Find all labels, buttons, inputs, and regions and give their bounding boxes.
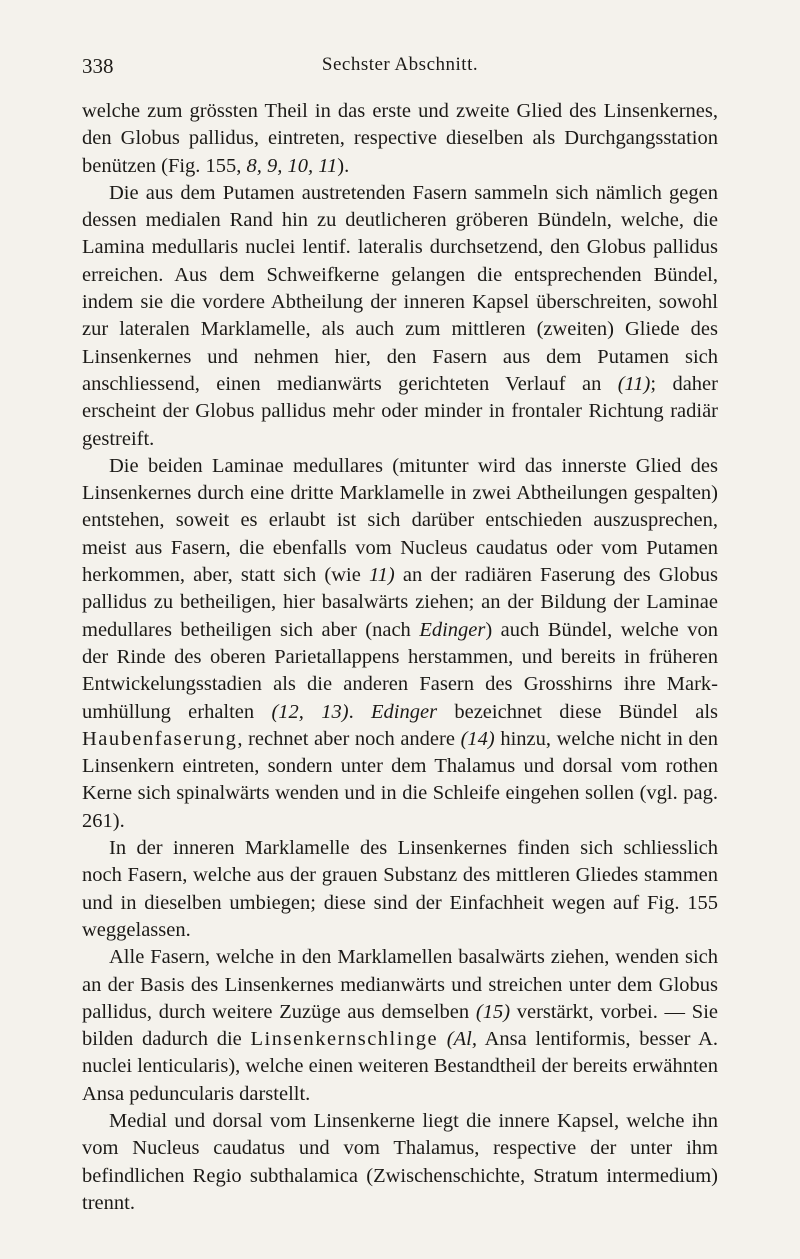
italic-text: Edinger (419, 618, 486, 641)
paragraph (82, 1108, 718, 1217)
page-header (82, 54, 718, 84)
text-run: In der inneren Marklamelle des Linsenkernes finden sich schliesslich noch Fasern, welche aus der grauen Substanz des mittleren Gliedes stammen und in dieselben umbiegen; diese sind der Einfachheit wegen auf Fig. 155 weggelassen. (82, 837, 718, 941)
text-run: . (348, 700, 371, 723)
italic-text: Edinger (371, 700, 438, 723)
text-run: an der radiären Faserung des Globus pallidus zu betheiligen, hier basalwärts ziehen; an der Bildung der Laminae medullares betheiligen sich aber (nach (82, 564, 718, 641)
text-run: hinzu, welche nicht in den Linsenkern eintreten, sondern unter dem Thalamus und dorsal vom rothen Kerne sich spinalwärts wenden und in die Schleife eingehen sollen (vgl. pag. 261). (82, 727, 718, 832)
text-run: welche zum grössten Theil in das erste und zweite Glied des Linsenkernes, den Globus pallidus, eintreten, respective dieselben als Durchgangsstation benützen (Fig. 155, (82, 100, 718, 177)
paragraph (82, 835, 718, 944)
spaced-text: Haubenfaserung (82, 727, 238, 750)
paragraph (82, 98, 718, 180)
spaced-text: Linsenkernschlinge (250, 1028, 439, 1051)
text-run: Die aus dem Putamen austretenden Fasern sammeln sich nämlich gegen dessen medialen Rand hin zu deutlicheren gröberen Bündeln, welche, die Lamina medullaris nuclei lentif. lateralis durchsetzend, den Globus pallidus erreichen. Aus dem Schweifkerne gelangen die entsprechenden Bündel, indem sie die vordere Abtheilung der inneren Kapsel überschreiten, sowohl zur lateralen Marklamelle, als auch zum mittleren (zweiten) Gliede des Linsenkernes und nehmen hier, den Fasern aus dem Putamen sich anschliessend, einen medianwärts gerichteten Verlauf an (82, 181, 718, 395)
italic-text: 8, 9, 10, 11 (246, 154, 338, 177)
text-run (438, 1028, 447, 1050)
paragraph (82, 453, 718, 835)
text-run: Alle Fasern, welche in den Marklamellen basalwärts ziehen, wenden sich an der Basis des Linsenkernes medianwärts und streichen unter dem Globus pallidus, durch weitere Zuzüge aus demselben (82, 946, 718, 1023)
italic-text: (12, 13) (271, 700, 349, 723)
text-run: Medial und dorsal vom Linsenkerne liegt die innere Kapsel, welche ihn vom Nucleus caudatus und vom Thalamus, respective der unter ihm befindlichen Regio subthalamica (Zwischenschichte, Stratum intermedium) trennt. (82, 1109, 718, 1214)
italic-text: 11) (368, 564, 395, 587)
body-text (82, 98, 718, 1217)
italic-text: (14) (460, 727, 495, 750)
page-number: 338 (82, 54, 114, 78)
paragraph (82, 944, 718, 1108)
text-run: ). (337, 154, 350, 177)
text-run: ) auch Bündel, welche von der Rinde des oberen Parietallappens herstammen, und bereits in früheren Entwickelungsstadien als die anderen Fasern des Grosshirns ihre Markumhüllung erhalten (82, 618, 718, 723)
text-run: ; daher erscheint der Globus pallidus mehr oder minder in frontaler Richtung radiär gestreift. (82, 372, 718, 450)
text-run: verstärkt, vorbei. — Sie bilden dadurch die (82, 1000, 718, 1051)
italic-text: (Al, (446, 1028, 477, 1051)
text-run: Ansa lentiformis, besser A. nuclei lenticularis), welche einen weiteren Bestandtheil der bereits erwähnten Ansa peduncularis darstellt. (82, 1028, 719, 1105)
italic-text: (15) (475, 1000, 511, 1023)
paragraph (82, 180, 718, 453)
text-run: Die beiden Laminae medullares (mitunter wird das innerste Glied des Linsenkernes durch eine dritte Marklamelle in zwei Abtheilungen gespalten) entstehen, soweit es erlaubt ist sich darüber entschieden auszusprechen, meist aus Fasern, die ebenfalls vom Nucleus caudatus oder vom Putamen herkommen, aber, statt sich (wie (82, 454, 718, 587)
italic-text: (11) (617, 372, 651, 395)
text-run: , rechnet aber noch andere (237, 727, 461, 750)
text-run: bezeichnet diese Bündel als (437, 700, 719, 723)
running-head: Sechster Abschnitt. (321, 54, 479, 75)
